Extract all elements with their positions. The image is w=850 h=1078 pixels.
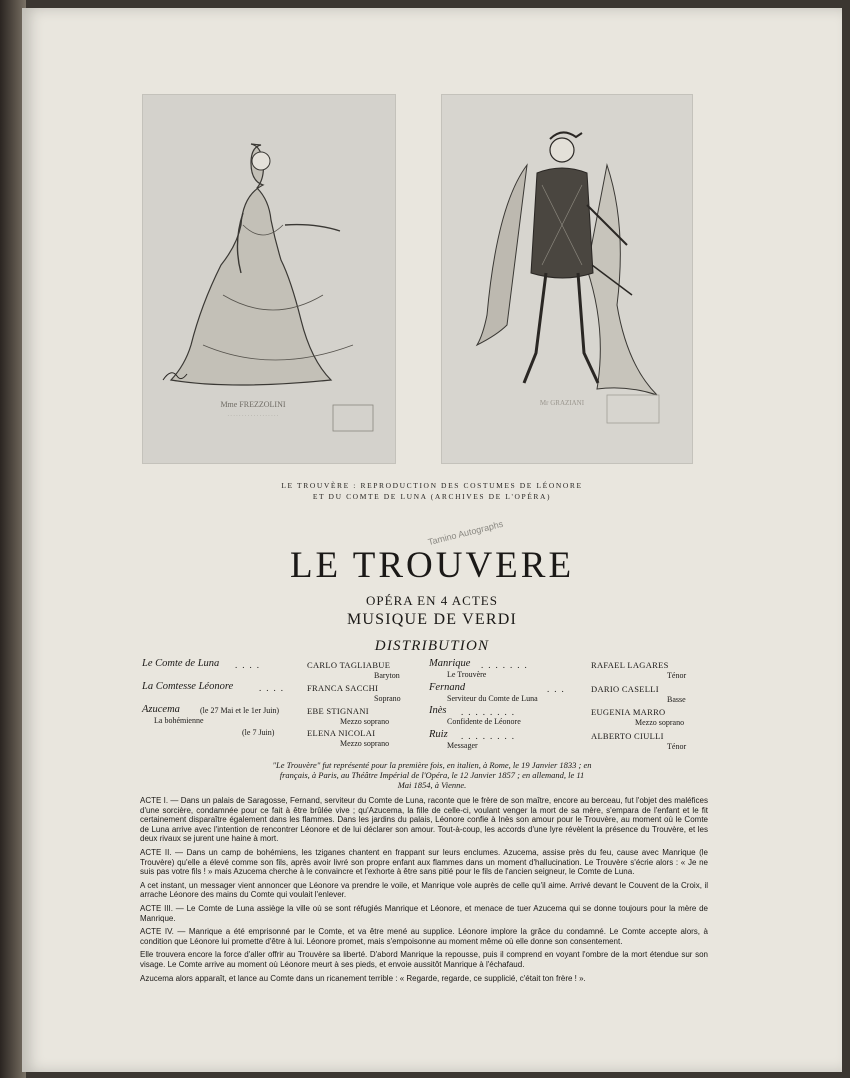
- left-plate-label: Mme FREZZOLINI: [220, 400, 286, 409]
- opera-subtitle-composer: MUSIQUE DE VERDI: [346, 611, 517, 628]
- cast-voice: Ténor: [667, 742, 687, 751]
- leader-dots: ........: [461, 731, 519, 741]
- synopsis-paragraph: ACTE II. — Dans un camp de bohémiens, les tziganes chantent en frappant sur leurs enclumes. Azucema, assise près du feu, cause avec Manrique (le Trouvère) qu'elle a élevé comme son fils, après avoir livré son propre enfant aux flammes dans un moment d'hallucination. Le Trouvère s'écrie alors : « Je ne suis pas votre fils ! » mais Azucema cherche à le convaincre et l'exhorte à être sans pitié pour le fils de l'ancien seigneur, le Comte de Luna.: [140, 847, 708, 877]
- opera-title: LE TROUVERE: [289, 545, 575, 586]
- cast-subrole: Confidente de Léonore: [447, 717, 521, 726]
- cast-subrole: La bohémienne: [154, 716, 204, 725]
- cast-singer: ALBERTO CIULLI: [591, 731, 664, 741]
- cast-subrole: Serviteur du Comte de Luna: [447, 694, 538, 703]
- cast-subrole: Le Trouvère: [447, 670, 487, 679]
- synopsis-paragraph: ACTE III. — Le Comte de Luna assiège la ville où se sont réfugiés Manrique et Léonore, et menace de tuer Azucema qui se donne toujours pour la mère de Manrique.: [140, 903, 708, 923]
- cast-singer: ELENA NICOLAI: [307, 728, 376, 738]
- cast-note: (le 7 Juin): [242, 728, 275, 737]
- plates-caption-line-1: LE TROUVÈRE : REPRODUCTION DES COSTUMES DE LÉONORE: [281, 481, 583, 490]
- cast-singer: FRANCA SACCHI: [307, 683, 379, 693]
- synopsis-paragraph: Azucema alors apparaît, et lance au Comte dans un ricanement terrible : « Regarde, regarde, ce supplicié, c'était ton frère ! ».: [140, 973, 586, 983]
- cast-right-column: [429, 658, 709, 752]
- cast-singer: RAFAEL LAGARES: [591, 660, 669, 670]
- leader-dots: ....: [259, 683, 288, 693]
- synopsis-paragraph: ACTE I. — Dans un palais de Saragosse, Fernand, serviteur du Comte de Luna, raconte que le frère de son maître, encore au berceau, fut l'objet des maléfices d'une sorcière, condamnée pour ce fait à être brûlée vive ; qu'Azucema, la fille de celle-ci, voulant venger la mort de sa mère, s'empara de l'enfant et le fit certainement disparaître également dans les flammes. Dans les jardins du palais, Léonore confie à Inès son amour pour le Trouvère, au moment où le Comte de Luna arrive avec l'intention de rencontrer Léonore et de lui déclarer son amour. Tout-à-coup, les accords d'une lyre révèlent la présence du Trouvère, et les deux rivaux se jurent une haine à mort.: [140, 796, 708, 844]
- synopsis-paragraph: Elle trouvera encore la force d'aller offrir au Trouvère sa liberté. D'abord Manrique la repousse, puis il comprend en voyant l'ombre de la mort étendue sur son visage. Le Comte arrive au moment où Léonore meurt à ses pieds, et envoie aussitôt Manrique à l'échafaud.: [140, 950, 708, 969]
- cast-voice: Basse: [667, 695, 686, 704]
- cast-role: La Comtesse Léonore: [142, 681, 234, 692]
- premiere-note: "Le Trouvère" fut représenté pour la première fois, en italien, à Rome, le 19 Janvier 1833 ; en français, à Paris, au Théâtre Impérial de l'Opéra, le 12 Janvier 1857 ; en allemand, le 11 Mai 1854, à Vienne.: [272, 760, 592, 790]
- cast-voice: Ténor: [667, 671, 687, 680]
- leader-dots: ....: [235, 660, 264, 670]
- cast-singer: EBE STIGNANI: [307, 706, 369, 716]
- synopsis: [140, 796, 708, 987]
- synopsis-paragraph: A cet instant, un messager vient annoncer que Léonore va prendre le voile, et Manrique vole auprès de celle qu'il aime. Arrivé devant le Couvent de la Croix, il arrache Léonore des mains du Comte qui voulait l'enlever.: [140, 880, 708, 900]
- cast-singer: DARIO CASELLI: [591, 684, 659, 694]
- cast-note: (le 27 Mai et le 1er Juin): [200, 706, 280, 715]
- cast-voice: Mezzo soprano: [340, 717, 390, 726]
- svg-text:· · · · · · · · · · · · · · ·: · · · · · · · · · · · · · · · · · ·: [227, 414, 279, 419]
- cast-singer: CARLO TAGLIABUE: [307, 660, 391, 670]
- plates-caption-line-2: ET DU COMTE DE LUNA (ARCHIVES DE L'OPÉRA): [312, 492, 552, 501]
- cast-role: Inès: [429, 705, 447, 716]
- cast-voice: Soprano: [374, 694, 401, 703]
- cast-subrole: Messager: [447, 741, 478, 750]
- right-plate-label: Mr GRAZIANI: [539, 399, 585, 407]
- cast-role: Le Comte de Luna: [142, 658, 220, 669]
- cast-voice: Mezzo soprano: [635, 718, 685, 727]
- opera-subtitle-acts: OPÉRA EN 4 ACTES: [366, 593, 498, 608]
- cast-singer: EUGENIA MARRO: [591, 707, 666, 717]
- cast-voice: Mezzo soprano: [340, 739, 390, 748]
- cast-role: Manrique: [429, 658, 471, 669]
- leonore-costume-plate: [142, 94, 396, 464]
- cast-voice: Baryton: [374, 671, 400, 680]
- comte-de-luna-costume-plate: [441, 94, 693, 464]
- leader-dots: .......: [481, 660, 532, 670]
- comte-de-luna-costume-illustration: [442, 95, 692, 463]
- leader-dots: ...: [547, 684, 569, 694]
- program-page: [22, 8, 842, 1072]
- leonore-costume-illustration: [143, 95, 395, 463]
- cast-left-column: [142, 658, 432, 748]
- cast-role: Ruiz: [429, 729, 448, 740]
- leader-dots: ........: [461, 707, 519, 717]
- synopsis-paragraph: ACTE IV. — Manrique a été emprisonné par le Comte, et va être mené au supplice. Léonore implore la grâce du condamné. Le Comte accepte alors, à condition que Léonore lui promette d'être à lui. Léonore promet, mais s'empoisonne au moment même où elle donne son consentement.: [140, 927, 708, 946]
- cast-role: Azucema: [142, 704, 180, 715]
- distribution-heading: DISTRIBUTION: [374, 638, 490, 654]
- watermark: Tamino Autographs: [426, 518, 505, 548]
- cast-role: Fernand: [429, 682, 466, 693]
